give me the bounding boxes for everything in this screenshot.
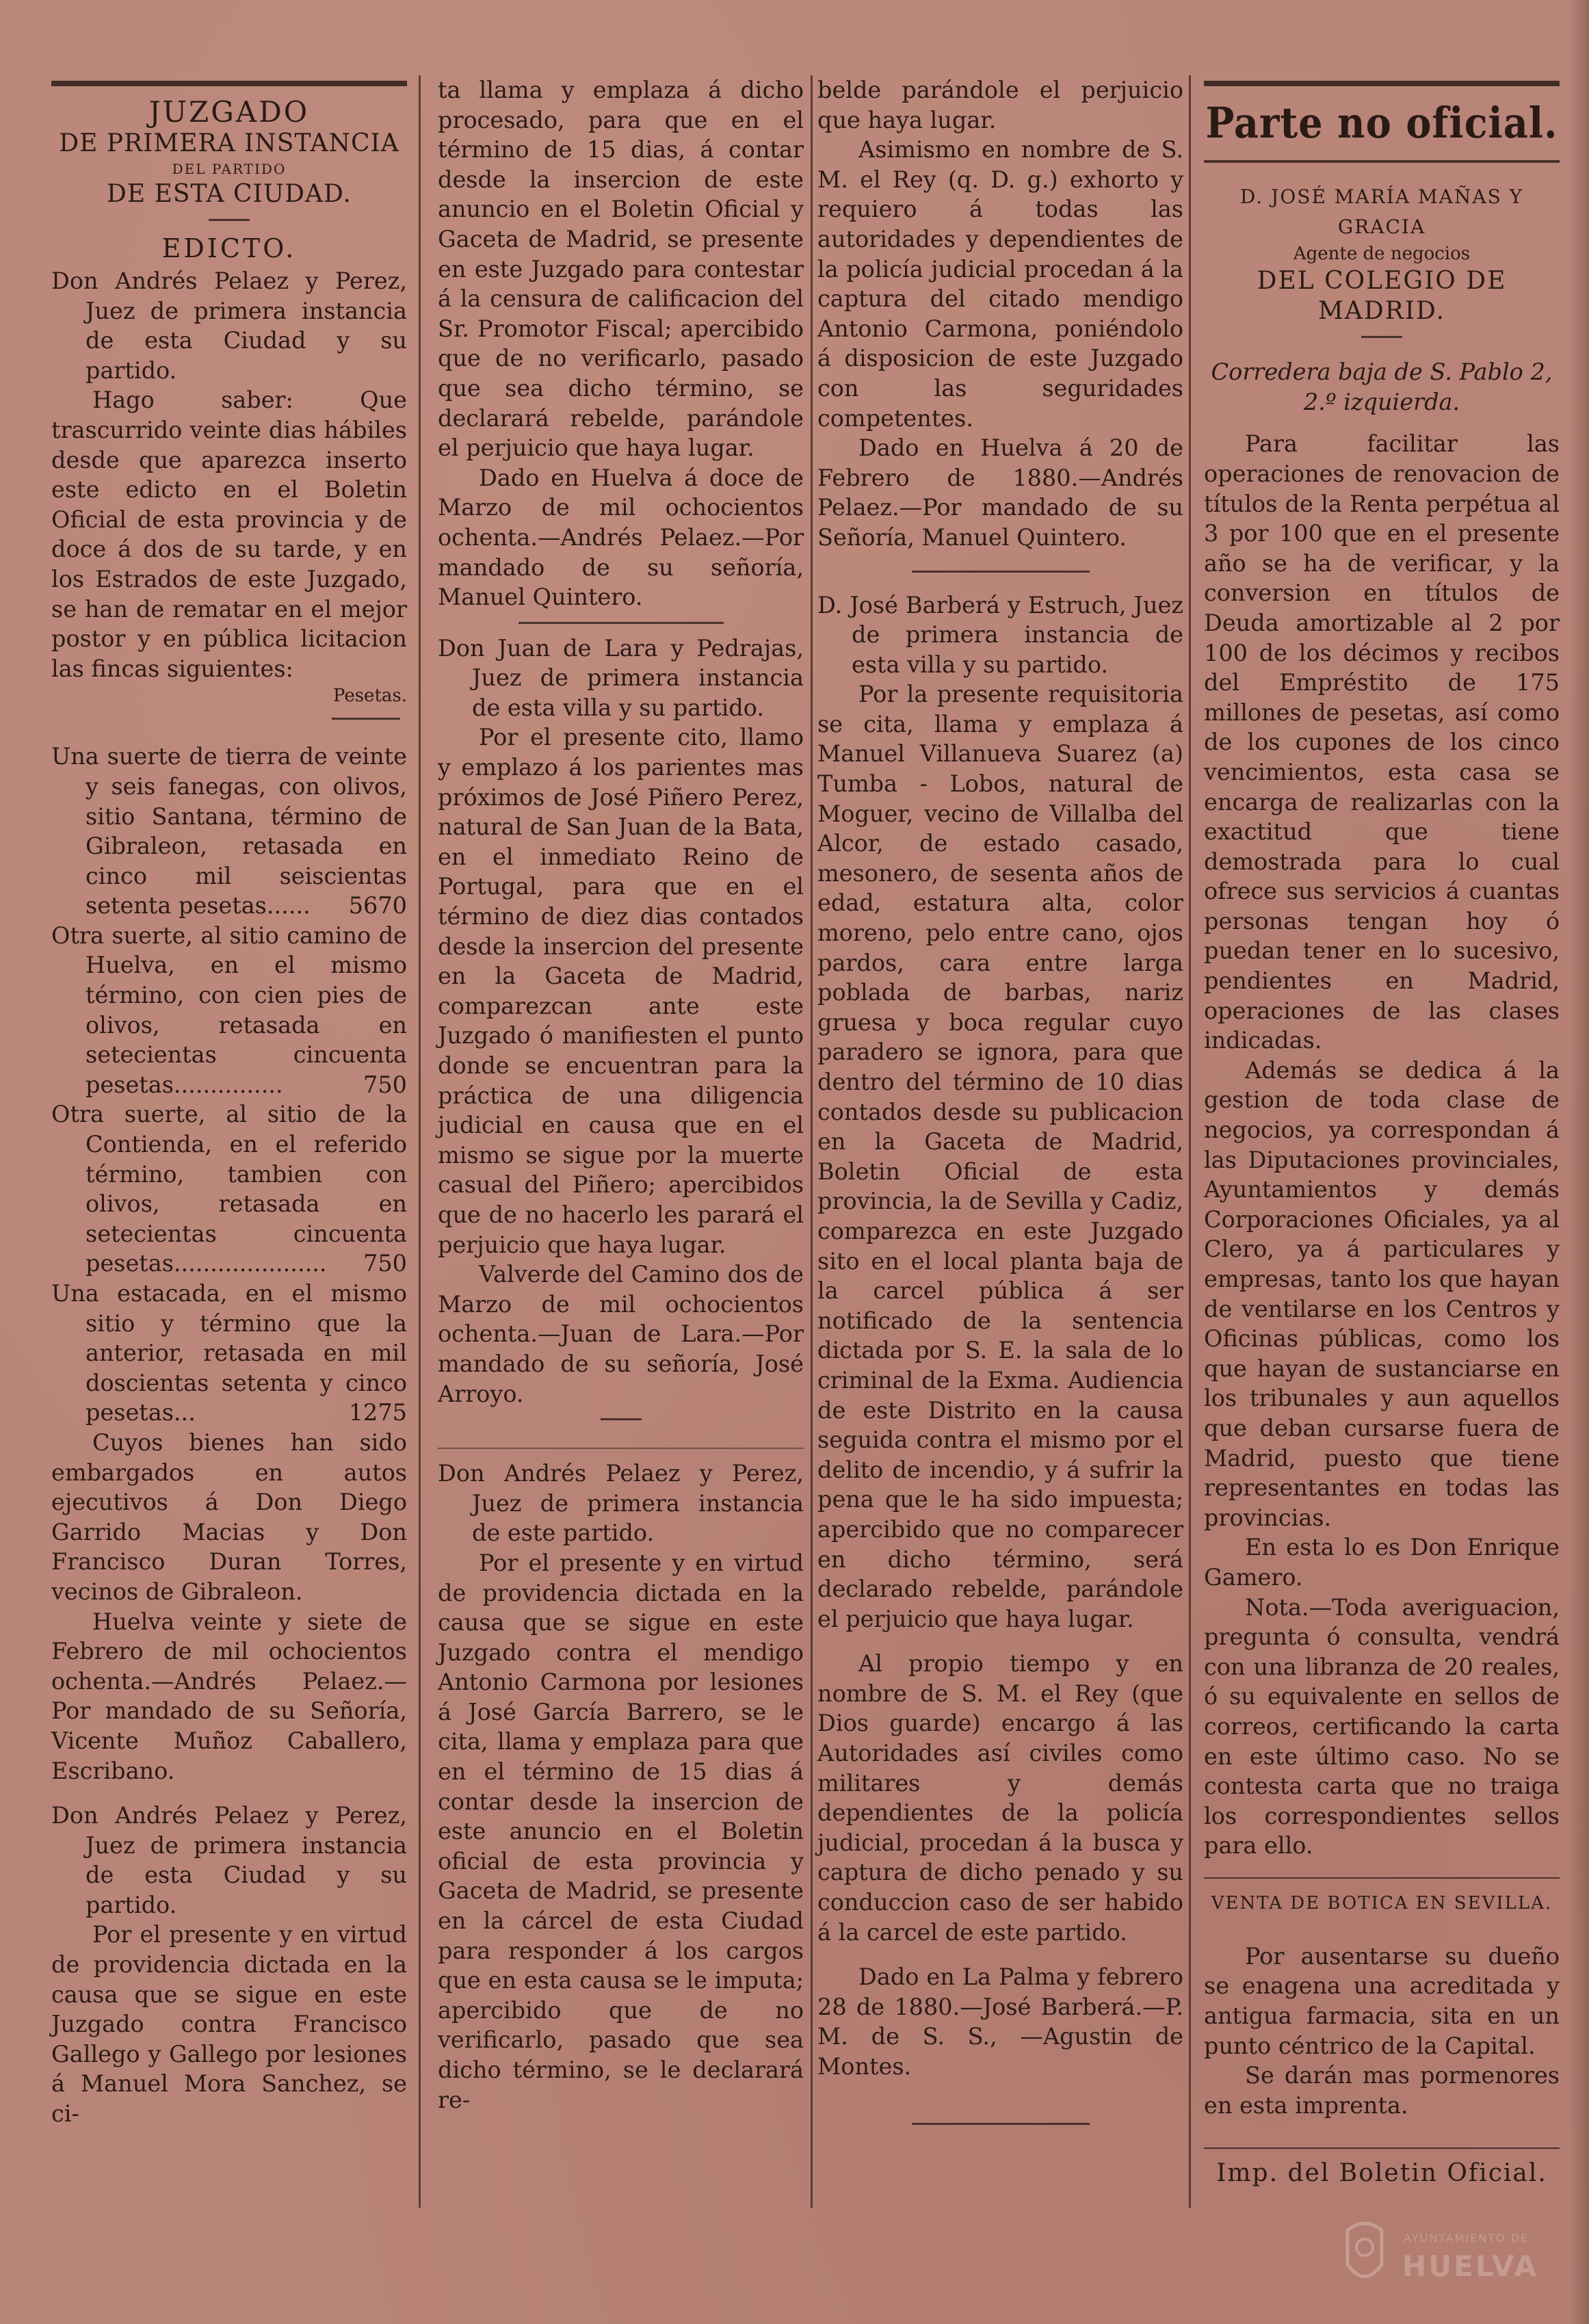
court-partido: DEL PARTIDO: [172, 161, 287, 177]
edicto-heading: EDICTO.: [161, 233, 297, 263]
auction-amount-1: 5670: [348, 892, 407, 919]
edict-continuation-2: belde parándole el perjuicio que haya lugar.: [817, 77, 1183, 133]
auction-item-1: Una suerte de tierra de veinte y seis fanegas, con olivos, sitio Santana, término de Gibraleon, retasada en cinco mil seiscientas setenta pesetas...... 5670: [51, 742, 407, 921]
section-rule-2: [601, 1418, 642, 1420]
section-rule-4: [912, 571, 1090, 573]
edict-signature-3: Valverde del Camino dos de Marzo de mil ochocientos ochenta.—Juan de Lara.—Por mandado de su señoría, José Arroyo.: [438, 1261, 804, 1407]
imprint-rule: [1204, 2147, 1560, 2149]
edict-body-3: Por el presente y en virtud de providencia dictada en la causa que se sigue en este Juzgado contra Francisco Gallego y Gallego por lesiones á Manuel Mora Sanchez, se ci-: [51, 1921, 407, 2128]
column-divider-2: [811, 75, 813, 2208]
court-title: JUZGADO: [148, 95, 310, 129]
judge-intro-4: Don Andrés Pelaez y Perez, Juez de primera instancia de este partido.: [438, 1460, 804, 1547]
edict-body-8: Al propio tiempo y en nombre de S. M. el Rey (que Dios guarde) encargo á las Autoridades así civiles como militares y demás dependientes de la policía judicial, procedan á la busca y captura de dicho penado y su conduccion caso de ser habido á la carcel de este partido.: [817, 1650, 1183, 1946]
agent-address-2: 2.º izquierda.: [1303, 388, 1460, 415]
page-edge-shadow: [1570, 0, 1589, 2324]
agent-name: D. JOSÉ MARÍA MAÑAS Y GRACIA: [1239, 185, 1524, 238]
edict-body-7: Por la presente requisitoria se cita, llama y emplaza á Manuel Villanueva Suarez (a) Tumba - Lobos, natural de Moguer, vecino de Villalba del Alcor, de estado casado, mesonero, de sesenta años de edad, estatura alta, color moreno, pelo entre cano, ojos pardos, cara entre larga poblada de barbas, nariz gruesa y boca regular cuyo paradero se ignora, para que dentro del término de 10 dias contados desde su publicacion en la Gaceta de Madrid, Boletin Oficial de esta provincia, la de Sevilla y Cadiz, comparezca en este Juzgado sito en el local planta baja de la carcel pública á ser notificado de la sentencia dictada por S. E. la sala de lo criminal de la Exma. Audiencia de este Distrito en la causa seguida contra el mismo por el delito de incendio, y á sufrir la pena que le ha sido impuesta; apercibido que no comparecer en dicho término, será declarado rebelde, parándole el perjuicio que haya lugar.: [817, 681, 1183, 1632]
column-3: [817, 75, 1183, 2235]
auction-amount-3: 750: [363, 1250, 407, 1277]
agent-body-2: Además se dedica á la gestion de toda clase de negocios, ya correspondan á las Diputaciones provinciales, Ayuntamientos y demás Corporaciones Oficiales, ya al Clero, ya á particulares y empresas, tanto los que hayan de ventilarse en los Centros y Oficinas públicas, como los que hayan de sustanciarse en los tribunales y aun aquellos que deban cursarse fuera de Madrid, puesto que tiene representantes en todas las provincias.: [1204, 1056, 1560, 1531]
edict-body-1: Hago saber: Que trascurrido veinte dias hábiles desde que aparezca inserto este edicto en el Boletin Oficial de esta provincia y de doce á dos de su tarde, y en los Estrados de este Juzgado, se han de rematar en el mejor postor y en pública licitacion las fincas siguientes:: [51, 387, 407, 682]
venta-body-2: Se darán mas pormenores en esta imprenta.: [1204, 2062, 1560, 2119]
section-rule-5: [912, 2123, 1090, 2125]
column-4: [1204, 75, 1560, 2235]
edict-body-4: Por el presente cito, llamo y emplazo á los parientes mas próximos de José Piñero Perez, natural de San Juan de la Bata, en el inmediato Reino de Portugal, para que en el término de diez dias contados desde la insercion del presente en la Gaceta de Madrid, comparezcan ante este Juzgado ó manifiesten el punto donde se encuentran para la práctica de una diligencia judicial en causa que en el mismo se sigue por la muerte casual del Piñero; apercibidos que de no hacerlo les parará el perjuicio que haya lugar.: [438, 724, 804, 1258]
section-rule-3: [438, 1448, 804, 1449]
judge-intro-2: Don Andrés Pelaez y Perez, Juez de primera instancia de esta Ciudad y su partido.: [51, 1802, 407, 1918]
parte-top-rule: [1204, 81, 1560, 86]
court-subtitle: DE PRIMERA INSTANCIA: [59, 129, 399, 157]
agent-note: Nota.—Toda averiguacion, pregunta ó consulta, vendrá con una libranza de 20 reales, ó su equivalente en sellos de correos, certificando la carta en este último caso. No se contesta carta que no traiga los correspondientes sellos para ello.: [1204, 1593, 1560, 1859]
agent-role: Agente de negocios: [1293, 244, 1471, 265]
edict-signature-2: Dado en Huelva á doce de Marzo de mil ochocientos ochenta.—Andrés Pelaez.—Por mandado de su señoría, Manuel Quintero.: [438, 464, 804, 611]
agent-rule: [1361, 336, 1402, 338]
auction-item-3: Otra suerte, al sitio de la Contienda, en el referido término, tambien con olivos, retasada en setecientas cincuenta pesetas..................... 750: [51, 1099, 407, 1279]
pesetas-label: Pesetas.: [333, 686, 407, 707]
auction-item-2: Otra suerte, al sitio camino de Huelva, en el mismo término, con cien pies de olivos, retasada en setecientas cincuenta pesetas............... 750: [51, 921, 407, 1100]
parte-bottom-rule: [1204, 160, 1560, 163]
column-2: [438, 75, 804, 2235]
edict-body-2: Cuyos bienes han sido embargados en autos ejecutivos á Don Diego Garrido Macias y Don Francisco Duran Torres, vecinos de Gibraleon.: [51, 1428, 407, 1605]
agent-address-1: Corredera baja de S. Pablo 2,: [1211, 358, 1553, 386]
crest-icon: [1341, 2217, 1389, 2292]
column-divider-1: [419, 75, 421, 2208]
court-ciudad: DE ESTA CIUDAD.: [106, 180, 352, 208]
edict-body-6: Asimismo en nombre de S. M. el Rey (q. D. g.) exhorto y requiero á todas las autoridades y dependientes de la policía judicial procedan á la captura del citado mendigo Antonio Carmona, poniéndolo á disposicion de este Juzgado con las seguridades competentes.: [817, 136, 1183, 432]
agent-body-1: Para facilitar las operaciones de renovacion de títulos de la Renta perpétua al 3 por 100 que en el presente año se ha de verificar, y la conversion en títulos de Deuda amortizable al 2 por 100 de los décimos y recibos del Empréstito de 175 millones de pesetas, así como de los cupones de los cinco vencimientos, esta casa se encarga de realizarlas con la exactitud que tiene demostrada para lo cual ofrece sus servicios á cuantas personas tengan hoy ó puedan tener en lo sucesivo, pendientes en Madrid, operaciones de las clases indicadas.: [1204, 430, 1560, 1054]
judge-intro-1: Don Andrés Pelaez y Perez, Juez de primera instancia de esta Ciudad y su partido.: [51, 267, 407, 384]
ornament-rule: [209, 219, 250, 221]
top-rule: [51, 81, 407, 86]
column-divider-3: [1189, 75, 1191, 2208]
venta-heading: VENTA DE BOTICA EN SEVILLA.: [1211, 1892, 1553, 1914]
logo-name: HUELVA: [1402, 2249, 1539, 2283]
section-rule-1: [518, 622, 724, 624]
auction-item-4: Una estacada, en el mismo sitio y término que la anterior, retasada en mil doscientas setenta y cinco pesetas... 1275: [51, 1279, 407, 1428]
edict-body-5: Por el presente y en virtud de providencia dictada en la causa que se sigue en este Juzgado contra el mendigo Antonio Carmona por lesiones á José García Barrero, se le cita, llama y emplaza para que en el término de 15 dias á contar desde la insercion de este anuncio en el Boletin oficial de esta provincia y Gaceta de Madrid, se presente en la cárcel de esta Ciudad para responder á los cargos que en esta causa se le imputa; apercibido que de no verificarlo, pasado que sea dicho término, se le declarará re-: [438, 1549, 804, 2113]
judge-intro-3: Don Juan de Lara y Pedrajas, Juez de primera instancia de esta villa y su partido.: [438, 634, 804, 721]
edict-signature-4: Dado en Huelva á 20 de Febrero de 1880.—Andrés Pelaez.—Por mandado de su Señoría, Manuel Quintero.: [817, 434, 1183, 551]
imprint: Imp. del Boletin Oficial.: [1216, 2159, 1547, 2188]
agent-body-3: En esta lo es Don Enrique Gamero.: [1204, 1534, 1560, 1591]
logo-subtitle: AYUNTAMIENTO DE: [1404, 2232, 1529, 2245]
edict-signature-5: Dado en La Palma y febrero 28 de 1880.—José Barberá.—P. M. de S. S., —Agustin de Montes.: [817, 1963, 1183, 2080]
venta-body-1: Por ausentarse su dueño se enagena una acreditada y antigua farmacia, sita en un punto céntrico de la Capital.: [1204, 1942, 1560, 2059]
edict-signature-1: Huelva veinte y siete de Febrero de mil ochocientos ochenta.—Andrés Pelaez.—Por mandado de su Señoría, Vicente Muñoz Caballero, Escribano.: [51, 1608, 407, 1784]
venta-rule: [1204, 1877, 1560, 1879]
pesetas-rule: [332, 718, 400, 720]
auction-amount-4: 1275: [348, 1399, 407, 1426]
agent-colegio: DEL COLEGIO DE MADRID.: [1257, 267, 1507, 326]
edict-continuation-1: ta llama y emplaza á dicho procesado, para que en el término de 15 dias, á contar desde la insercion de este anuncio en el Boletin Oficial y Gaceta de Madrid, se presente en este Juzgado para contestar á la censura de calificacion del Sr. Promotor Fiscal; apercibido que de no verificarlo, pasado que sea dicho término, se declarará rebelde, parándole el perjuicio que haya lugar.: [438, 77, 804, 462]
auction-amount-2: 750: [363, 1071, 407, 1098]
parte-no-oficial-heading: Parte no oficial.: [1205, 98, 1558, 148]
huelva-watermark-logo: [1341, 2217, 1560, 2299]
judge-intro-5: D. José Barberá y Estruch, Juez de primera instancia de esta villa y su partido.: [817, 591, 1183, 678]
column-1: [51, 75, 407, 2235]
